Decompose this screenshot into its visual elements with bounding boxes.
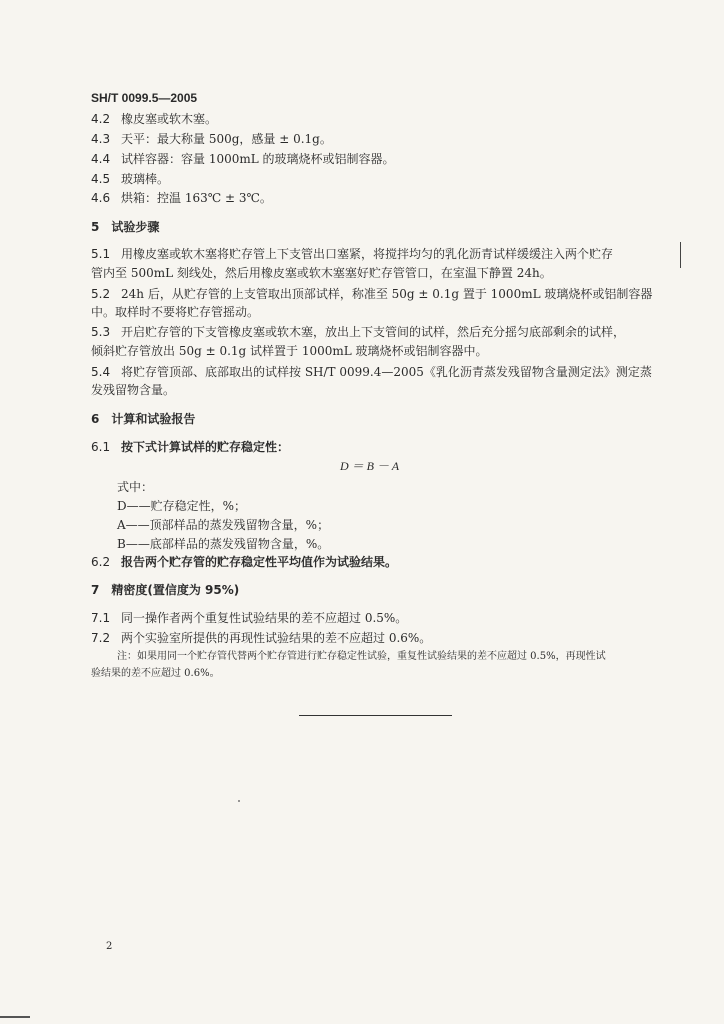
item-number: 4.2 [91,112,111,126]
definition-d: D——贮存稳定性，%； [117,499,247,513]
item-number: 6.1 [91,440,111,454]
formula: D ＝ B － A [340,459,400,473]
para-5-1-line2: 管内至 500mL 刻线处，然后用橡皮塞或软木塞塞好贮存管管口，在室温下静置 24h。 [91,266,552,280]
definition-a: A——顶部样品的蒸发残留物含量，%； [117,518,330,532]
item-number: 6.2 [91,555,111,569]
list-item-4-5 [91,171,169,187]
item-text: 试样容器：容量 1000mL 的玻璃烧杯或铝制容器。 [121,152,395,166]
para-5-4-line1 [91,364,652,380]
standard-id: SH/T 0099.5—2005 [91,91,198,105]
scan-speck [238,800,240,802]
item-number: 7.2 [91,631,111,645]
note-line1: 注：如果用同一个贮存管代替两个贮存管进行贮存稳定性试验，重复性试验结果的差不应超过 0.5%，再现性试 [117,651,606,662]
item-number: 5.4 [91,365,111,379]
where-label: 式中： [117,480,154,494]
item-text: 用橡皮塞或软木塞将贮存管上下支管出口塞紧，将搅拌均匀的乳化沥青试样缓缓注入两个贮存 [121,247,614,261]
para-5-4-line2: 发残留物含量。 [91,383,176,397]
list-item-4-6 [91,190,272,206]
item-number: 4.5 [91,172,111,186]
edge-mark [0,1016,30,1018]
item-text: 开启贮存管的下支管橡皮塞或软木塞，放出上下支管间的试样，然后充分摇匀底部剩余的试样， [121,325,626,339]
section-5-title: 5 试验步骤 [91,220,160,234]
item-number: 4.6 [91,191,111,205]
list-item-4-4 [91,151,395,167]
para-6-1 [91,439,289,455]
margin-mark [680,242,681,268]
item-text: 将贮存管顶部、底部取出的试样按 SH/T 0099.4—2005《乳化沥青蒸发残留物含量测定法》测定蒸 [121,365,652,379]
page-number: 2 [106,941,113,952]
item-text: 同一操作者两个重复性试验结果的差不应超过 0.5%。 [121,611,408,625]
item-number: 4.3 [91,132,111,146]
list-item-4-3 [91,131,332,147]
list-item-4-2 [91,111,217,127]
item-text: 烘箱：控温 163℃ ± 3℃。 [121,191,272,205]
para-5-3-line1 [91,324,625,340]
item-number: 4.4 [91,152,111,166]
para-6-2 [91,554,397,570]
para-5-2-line1 [91,286,652,302]
item-text: 24h 后，从贮存管的上支管取出顶部试样，称准至 50g ± 0.1g 置于 1000mL 玻璃烧杯或铝制容器 [121,287,653,301]
item-text: 橡皮塞或软木塞。 [121,112,218,126]
item-text: 按下式计算试样的贮存稳定性： [121,440,290,454]
item-text: 报告两个贮存管的贮存稳定性平均值作为试验结果。 [121,555,398,569]
item-number: 7.1 [91,611,111,625]
para-7-2 [91,630,431,646]
para-5-3-line2: 倾斜贮存管放出 50g ± 0.1g 试样置于 1000mL 玻璃烧杯或铝制容器中。 [91,344,488,358]
note-line2: 验结果的差不应超过 0.6%。 [91,668,220,679]
para-5-1-line1 [91,246,613,262]
item-text: 天平：最大称量 500g，感量 ± 0.1g。 [121,132,332,146]
end-rule [299,715,452,716]
item-text: 玻璃棒。 [121,172,170,186]
para-5-2-line2: 中。取样时不要将贮存管摇动。 [91,305,260,319]
item-number: 5.3 [91,325,111,339]
definition-b: B——底部样品的蒸发残留物含量，%。 [117,537,330,551]
item-number: 5.1 [91,247,111,261]
para-7-1 [91,610,407,626]
item-text: 两个实验室所提供的再现性试验结果的差不应超过 0.6%。 [121,631,432,645]
section-6-title: 6 计算和试验报告 [91,412,196,426]
section-7-title: 7 精密度(置信度为 95%) [91,583,240,597]
item-number: 5.2 [91,287,111,301]
